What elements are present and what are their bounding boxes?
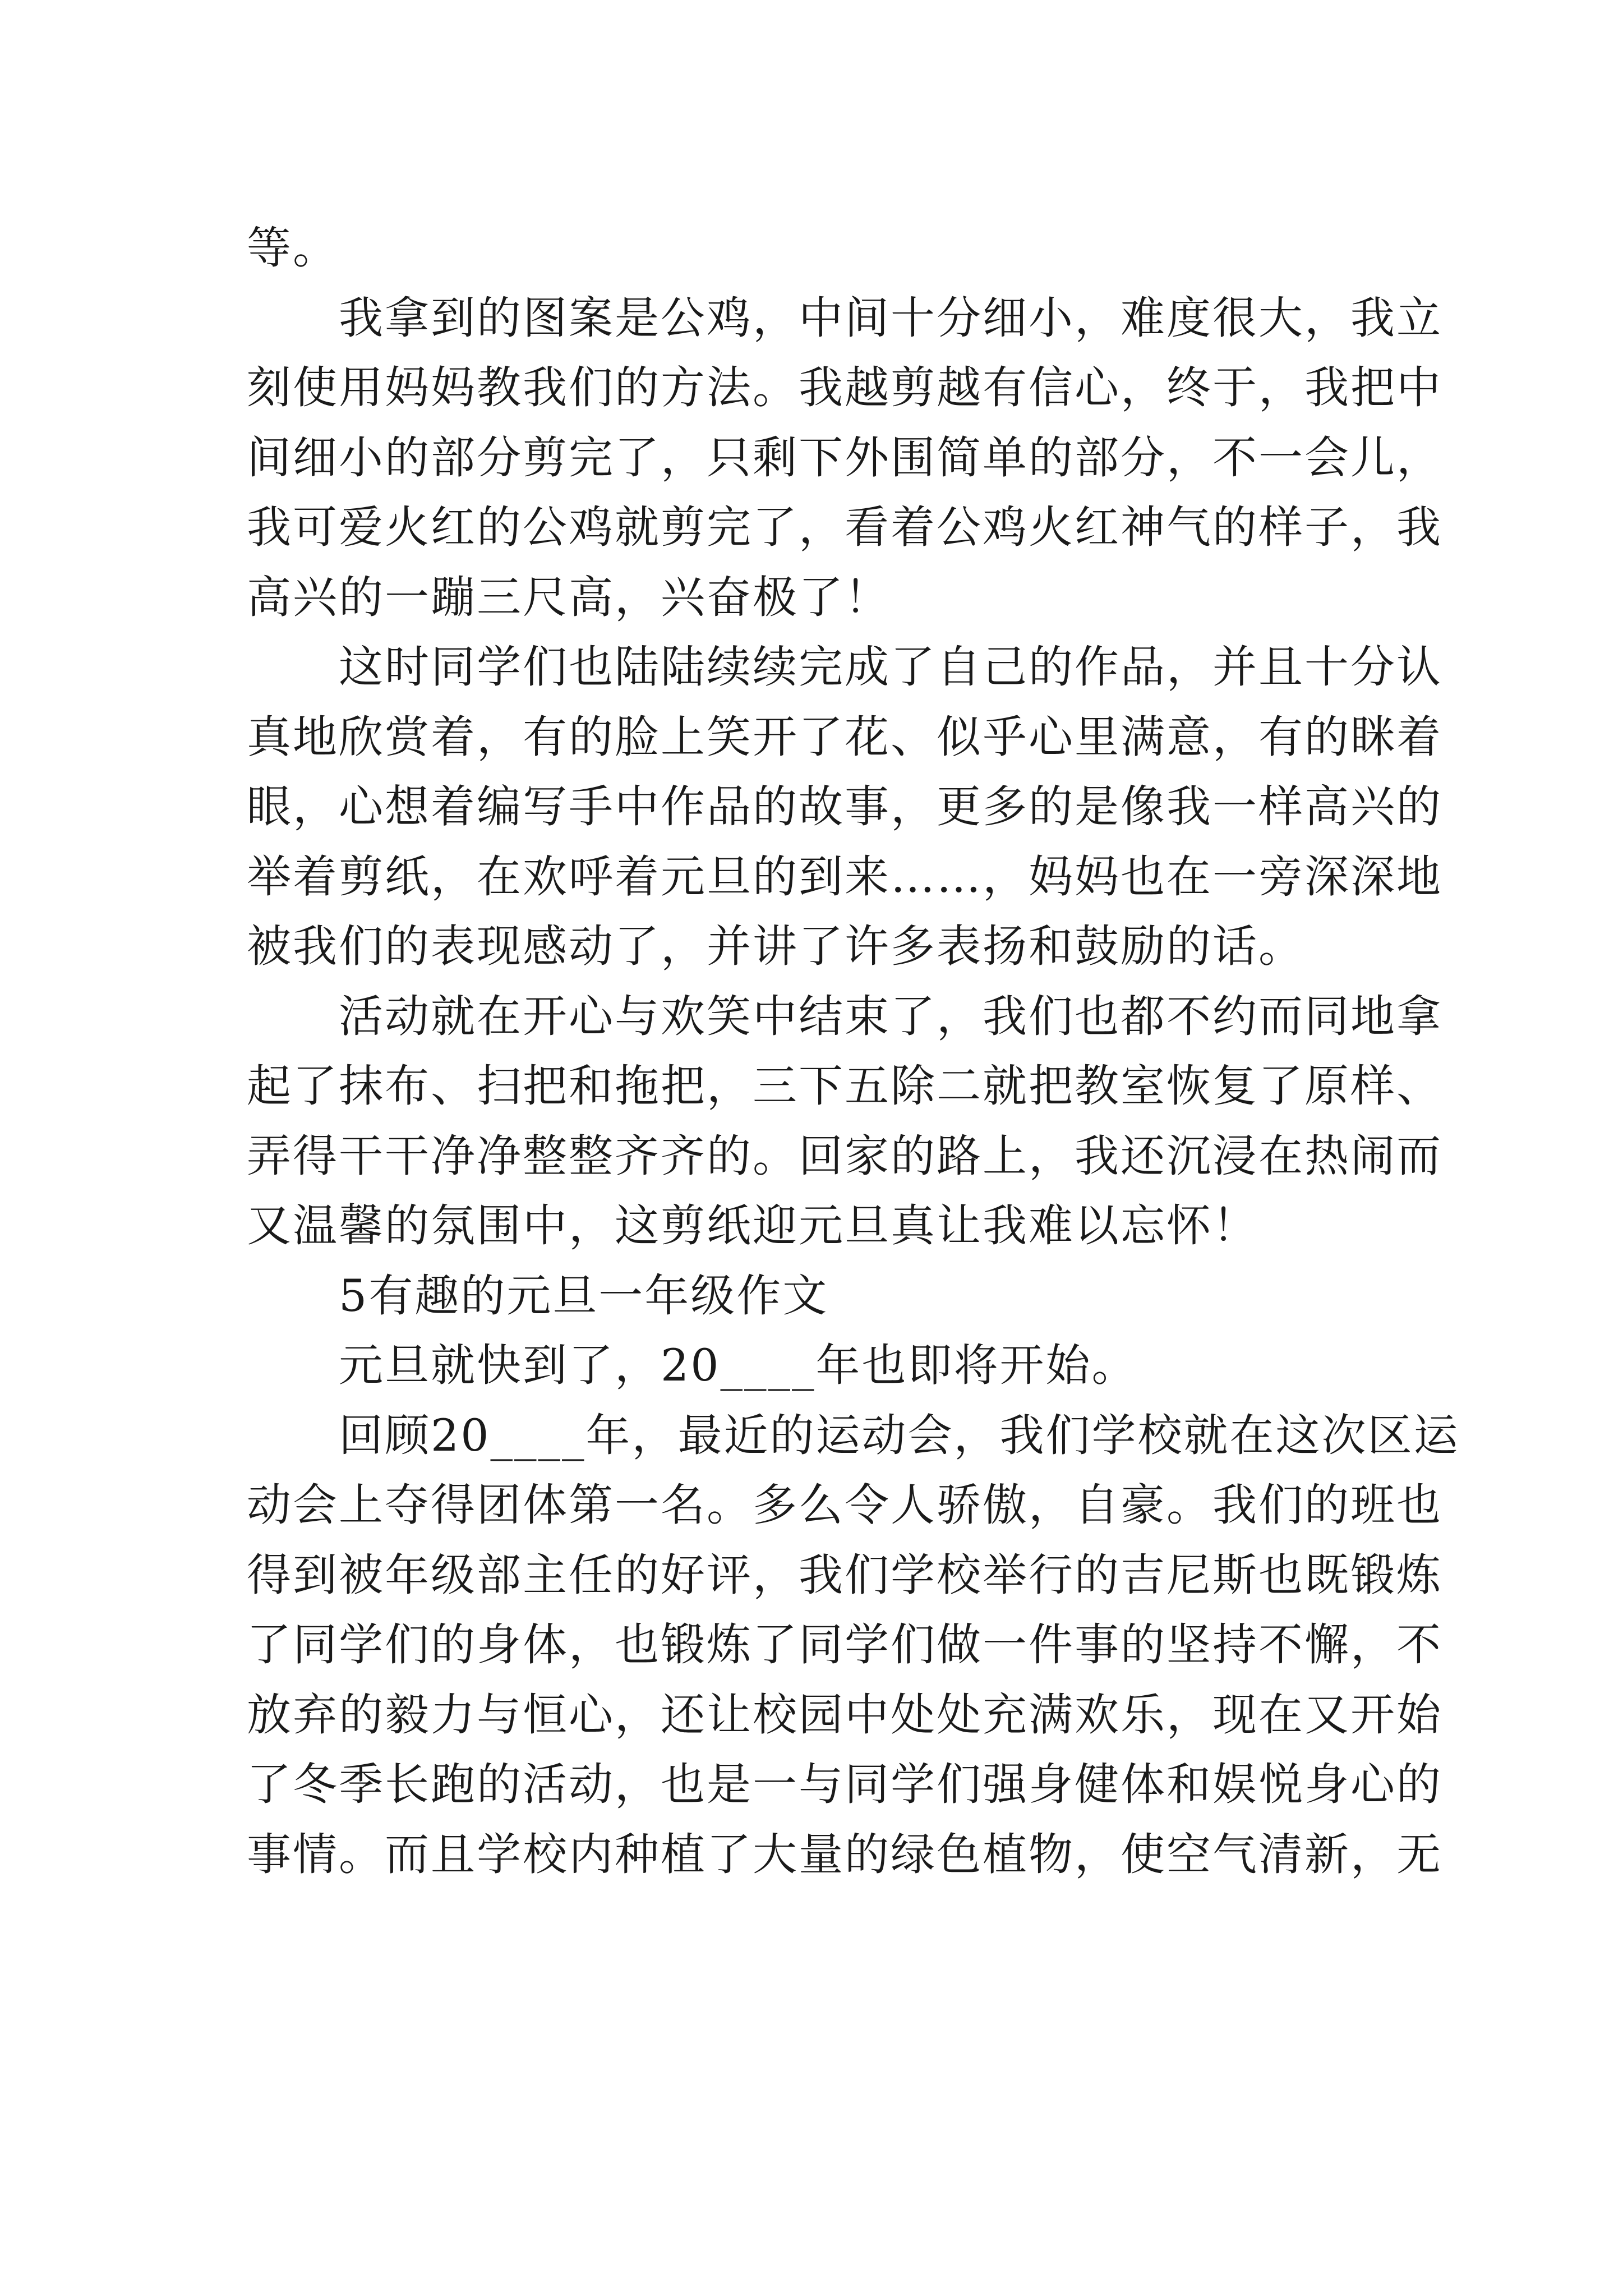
text-line: 元旦就快到了，20____年也即将开始。 (339, 1340, 1138, 1391)
text-line: 这时同学们也陆陆续续完成了自己的作品，并且十分认 (339, 641, 1442, 693)
text-line: 得到被年级部主任的好评，我们学校举行的吉尼斯也既锻炼 (247, 1549, 1442, 1601)
text-line: 弄得干干净净整整齐齐的。回家的路上，我还沉浸在热闹而 (247, 1130, 1442, 1182)
text-line: 放弃的毅力与恒心，还让校园中处处充满欢乐，现在又开始 (247, 1688, 1442, 1741)
text-line: 又温馨的氛围中，这剪纸迎元旦真让我难以忘怀！ (247, 1200, 1258, 1251)
text-line: 高兴的一蹦三尺高，兴奋极了！ (247, 571, 891, 623)
text-line: 等。 (247, 222, 339, 274)
text-line: 我拿到的图案是公鸡，中间十分细小，难度很大，我立 (339, 292, 1442, 344)
text-line: 了同学们的身体，也锻炼了同学们做一件事的坚持不懈，不 (247, 1619, 1442, 1671)
text-line: 被我们的表现感动了，并讲了许多表扬和鼓励的话。 (247, 921, 1304, 972)
text-line: 间细小的部分剪完了，只剩下外围简单的部分，不一会儿， (247, 431, 1442, 484)
text-line: 眼，心想着编写手中作品的故事，更多的是像我一样高兴的 (247, 781, 1442, 832)
text-line: 事情。而且学校内种植了大量的绿色植物，使空气清新，无 (247, 1828, 1442, 1880)
section-heading: 5有趣的元旦一年级作文 (339, 1269, 829, 1322)
text-line: 举着剪纸，在欢呼着元旦的到来……，妈妈也在一旁深深地 (247, 850, 1442, 903)
text-line: 刻使用妈妈教我们的方法。我越剪越有信心，终于，我把中 (247, 362, 1442, 413)
text-line: 了冬季长跑的活动，也是一与同学们强身健体和娱悦身心的 (247, 1759, 1442, 1810)
text-line: 起了抹布、扫把和拖把，三下五除二就把教室恢复了原样、 (247, 1060, 1442, 1112)
text-line: 我可爱火红的公鸡就剪完了，看着公鸡火红神气的样子，我 (247, 501, 1442, 553)
text-line: 回顾20____年，最近的运动会，我们学校就在这次区运 (339, 1409, 1460, 1461)
text-line: 动会上夺得团体第一名。多么令人骄傲，自豪。我们的班也 (247, 1479, 1442, 1531)
body-text (247, 213, 1460, 1889)
text-line: 真地欣赏着，有的脸上笑开了花、似乎心里满意，有的眯着 (247, 711, 1442, 763)
text-line: 活动就在开心与欢笑中结束了，我们也都不约而同地拿 (339, 990, 1442, 1042)
